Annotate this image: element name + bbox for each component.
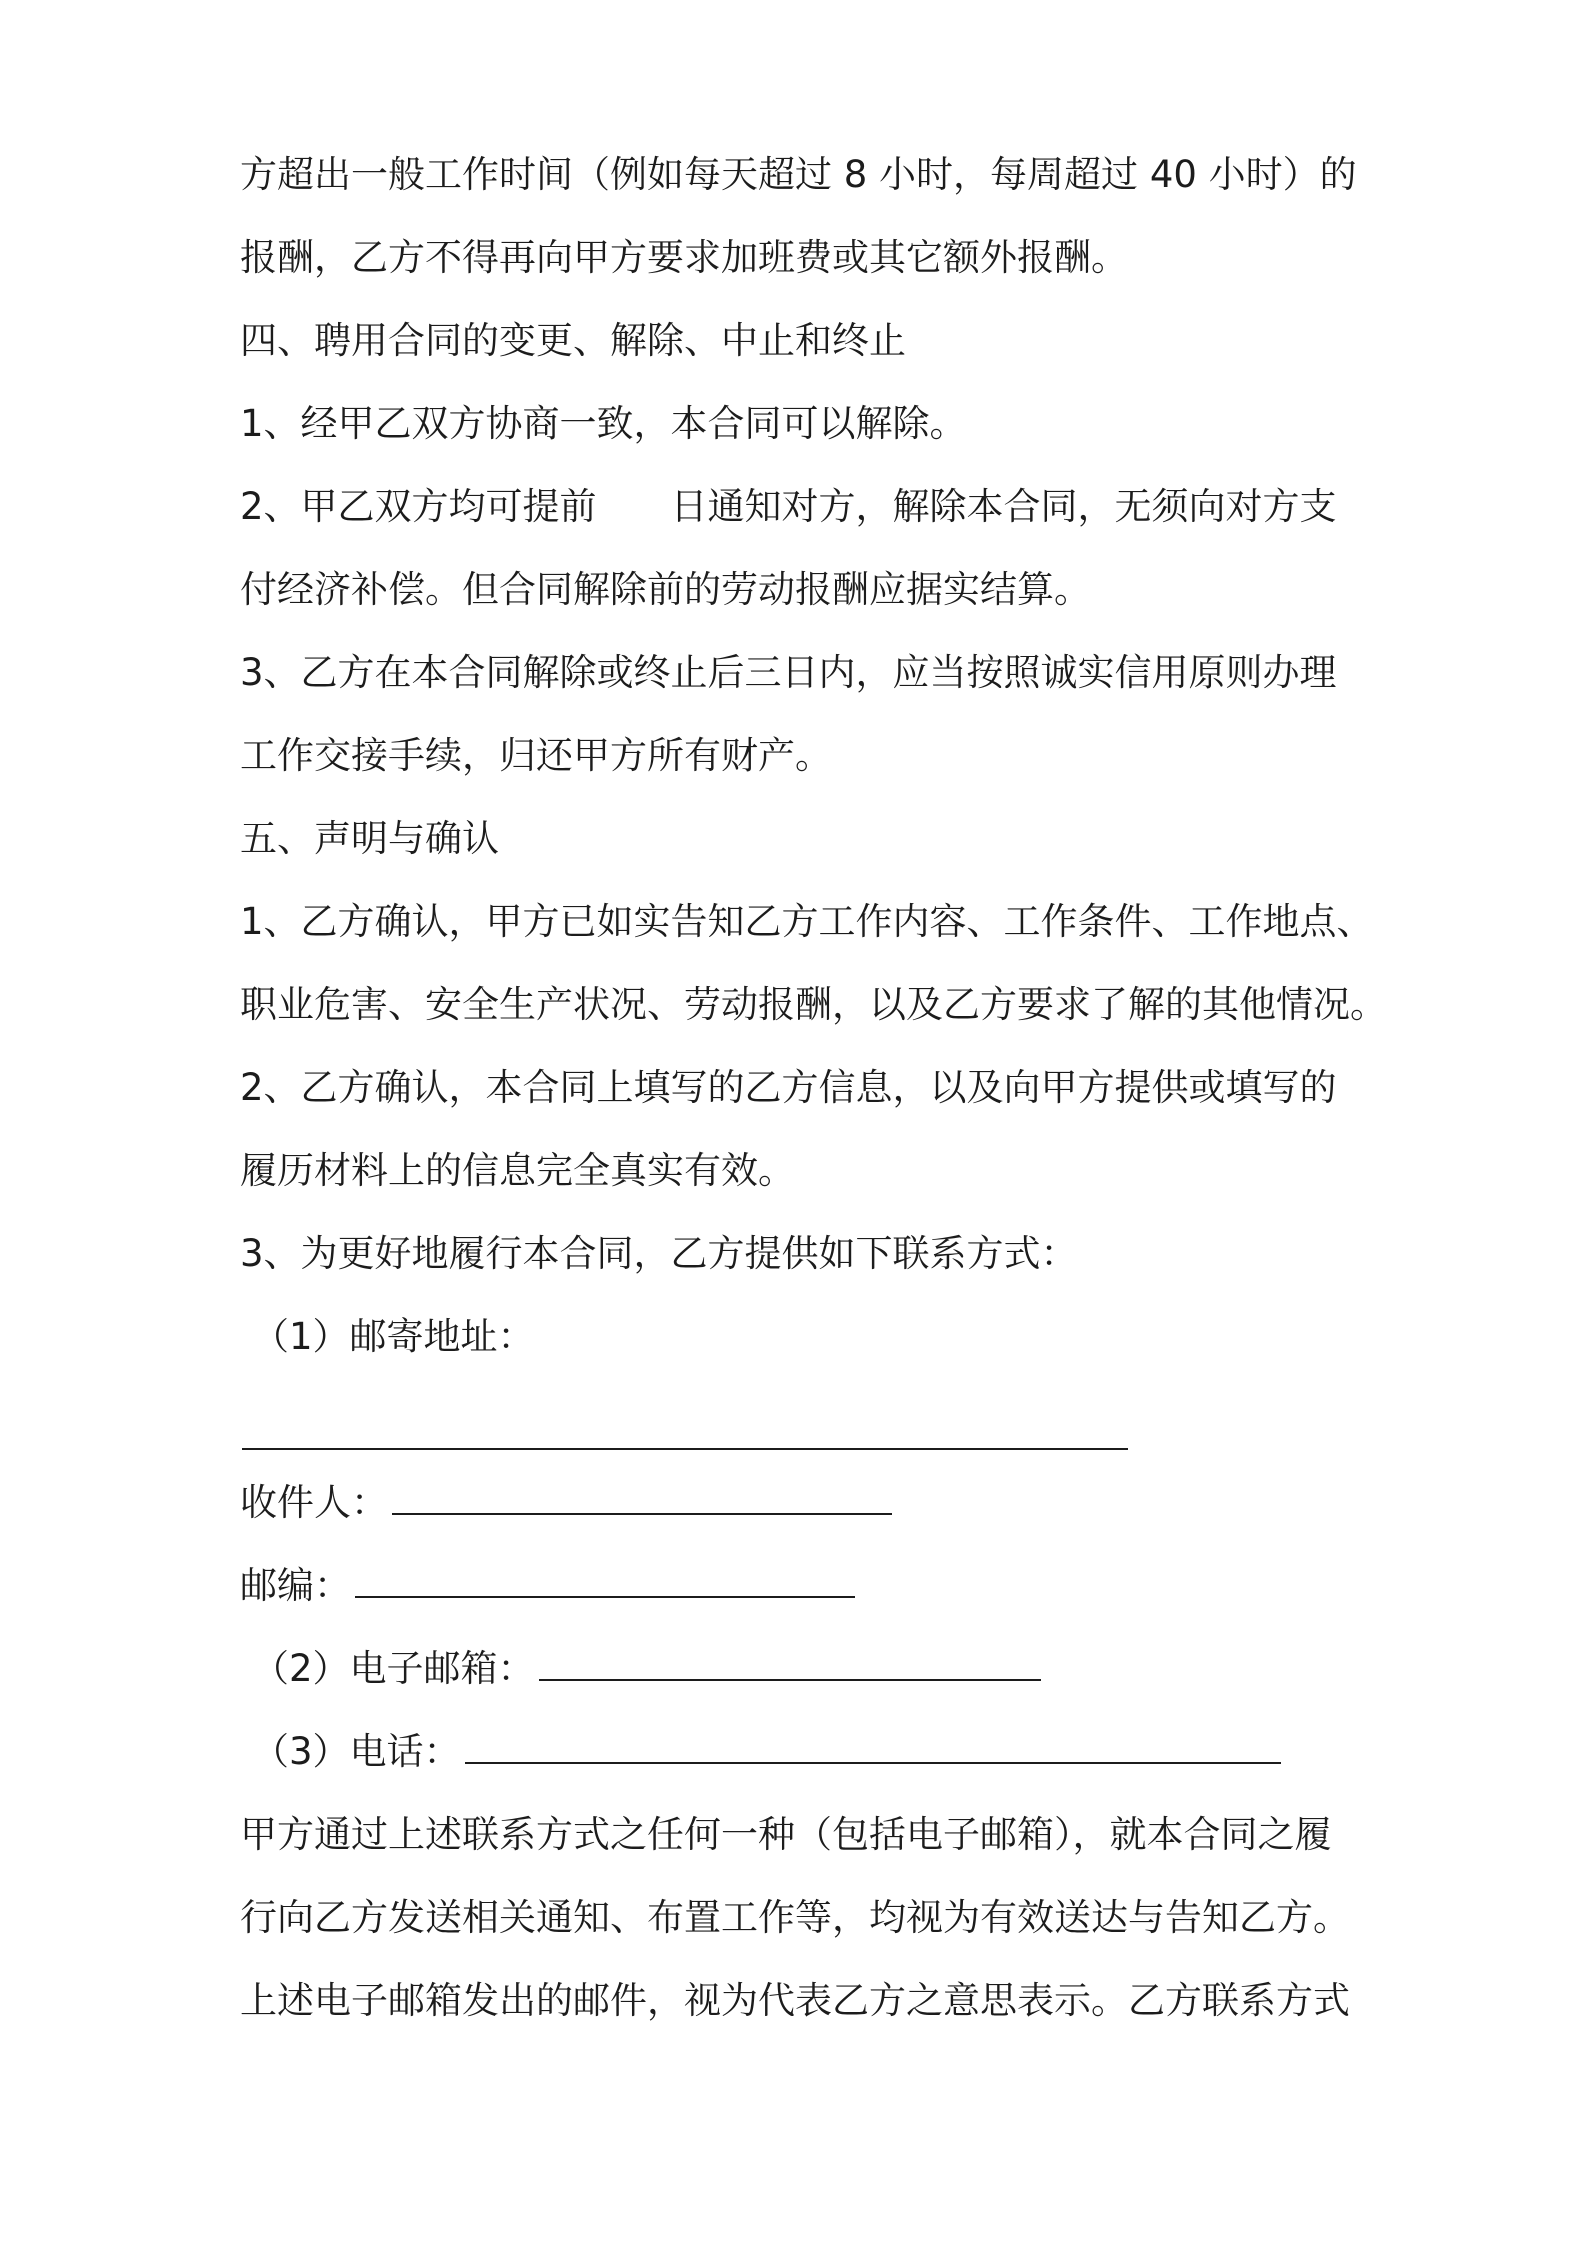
clause-4-1: 1、经甲乙双方协商一致，本合同可以解除。 [240,402,967,445]
paragraph-line: 履历材料上的信息完全真实有效。 [240,1149,795,1192]
mailing-address-label: （1）邮寄地址： [252,1315,535,1358]
paragraph-line: 方超出一般工作时间（例如每天超过 8 小时，每周超过 40 小时）的 [240,153,1357,196]
phone-label: （3）电话： [252,1730,461,1773]
paragraph-line: 甲方通过上述联系方式之任何一种（包括电子邮箱），就本合同之履 [240,1813,1332,1856]
paragraph-line: 职业危害、安全生产状况、劳动报酬，以及乙方要求了解的其他情况。 [240,983,1387,1026]
postcode-label: 邮编： [240,1564,351,1607]
clause-5-3: 3、为更好地履行本合同，乙方提供如下联系方式： [240,1232,1078,1275]
paragraph-line: 上述电子邮箱发出的邮件，视为代表乙方之意思表示。乙方联系方式 [240,1979,1350,2022]
clause-5-1: 1、乙方确认，甲方已如实告知乙方工作内容、工作条件、工作地点、 [240,900,1374,943]
clause-4-2-part-2: 日通知对方，解除本合同，无须向对方支 [670,485,1337,528]
email-label: （2）电子邮箱： [252,1647,535,1690]
phone-row [252,1727,1281,1777]
recipient-blank[interactable] [392,1513,892,1515]
paragraph-line: 付经济补偿。但合同解除前的劳动报酬应据实结算。 [240,568,1091,611]
phone-blank[interactable] [465,1762,1281,1764]
paragraph-line: 报酬，乙方不得再向甲方要求加班费或其它额外报酬。 [240,236,1128,279]
section-heading-5: 五、声明与确认 [240,817,499,860]
recipient-row [240,1478,892,1528]
paragraph-line: 工作交接手续，归还甲方所有财产。 [240,734,832,777]
paragraph-line: 行向乙方发送相关通知、布置工作等，均视为有效送达与告知乙方。 [240,1896,1350,1939]
clause-4-2-part-1: 2、甲乙双方均可提前 [240,485,597,528]
email-blank[interactable] [539,1679,1041,1681]
clause-5-2: 2、乙方确认，本合同上填写的乙方信息，以及向甲方提供或填写的 [240,1066,1337,1109]
email-row [252,1644,1041,1694]
mailing-address-blank[interactable] [242,1448,1128,1450]
clause-4-3: 3、乙方在本合同解除或终止后三日内，应当按照诚实信用原则办理 [240,651,1337,694]
postcode-blank[interactable] [355,1596,855,1598]
section-heading-4: 四、聘用合同的变更、解除、中止和终止 [240,319,906,362]
recipient-label: 收件人： [240,1481,388,1524]
postcode-row [240,1561,855,1611]
clause-4-2 [240,482,1337,532]
